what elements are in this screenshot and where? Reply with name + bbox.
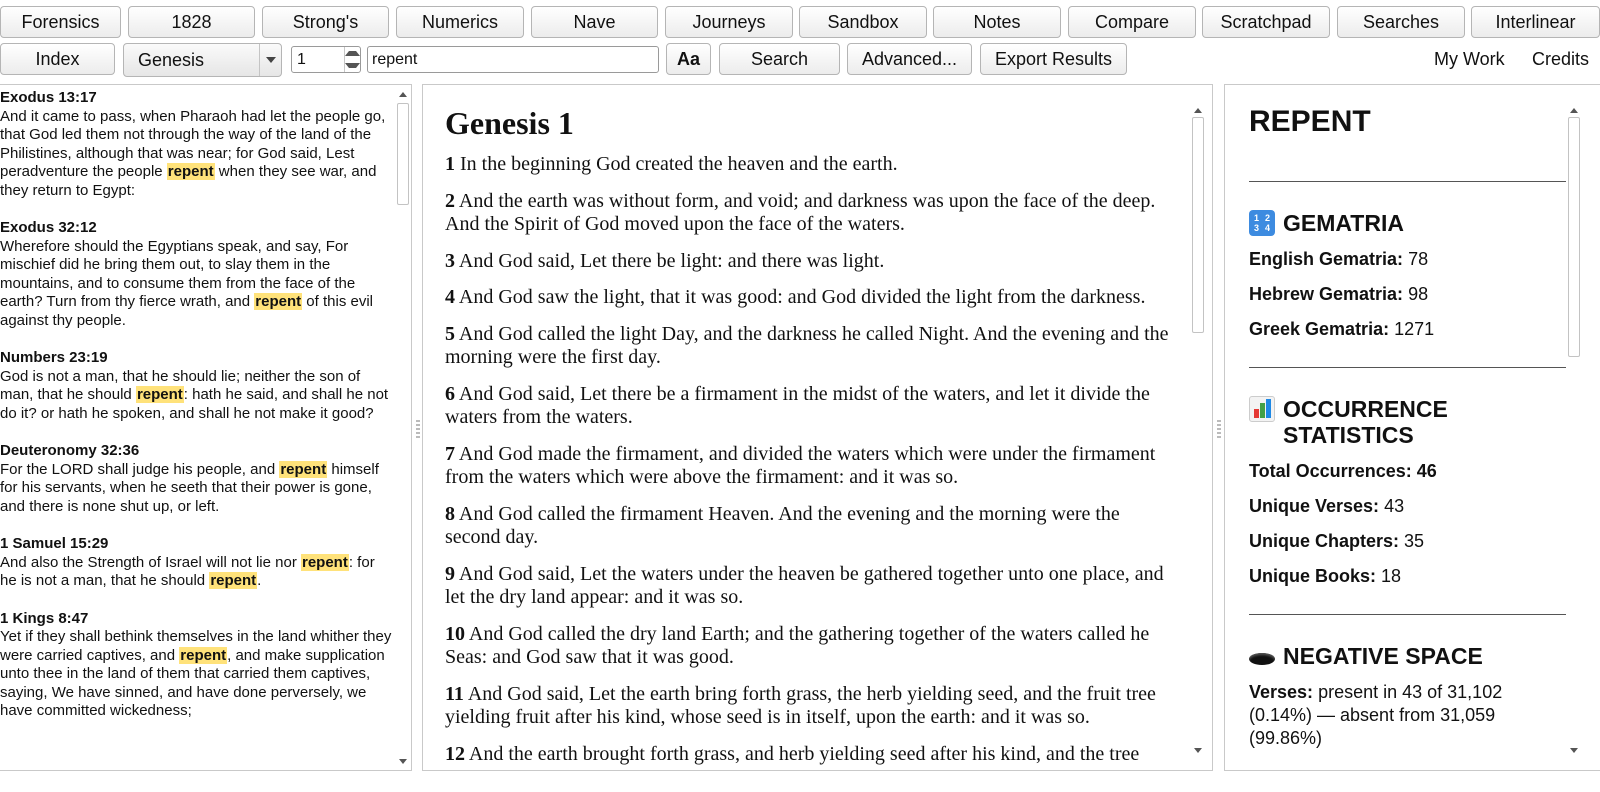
result-text-part: God is not a man, that he should lie; neither the son of man, that he should [0, 367, 361, 403]
verse-number[interactable]: 7 [445, 442, 455, 465]
advanced-button[interactable]: Advanced... [847, 43, 972, 75]
result-item[interactable] [0, 610, 392, 721]
scrollbar-thumb[interactable] [1568, 117, 1580, 357]
occurrence-title: OCCURRENCE STATISTICS [1283, 396, 1448, 448]
tab-scratchpad[interactable]: Scratchpad [1202, 6, 1330, 38]
verse-text: And God said, Let there be light: and there was light. [458, 249, 885, 272]
gematria-title: GEMATRIA [1283, 210, 1404, 236]
verse-text: And God made the firmament, and divided the waters which were under the firmament from the waters which were above the firmament: and it was so. [445, 442, 1156, 488]
verse-number[interactable]: 2 [445, 189, 455, 212]
results-list [0, 89, 392, 740]
result-text-part: himself for his servants, when he seeth that their power is gone, and there is none shut up, or left. [0, 460, 379, 515]
result-reference[interactable]: Deuteronomy 32:36 [0, 442, 140, 459]
verse [445, 153, 1175, 177]
hebrew-gematria: Hebrew Gematria: 98 [1249, 284, 1429, 304]
unique-chapters: Unique Chapters: 35 [1249, 531, 1425, 551]
my-work-link[interactable]: My Work [1434, 49, 1505, 69]
input-numbers-icon: 1 2 3 4 [1249, 210, 1275, 236]
english-gematria: English Gematria: 78 [1249, 249, 1429, 269]
result-reference[interactable]: Exodus 13:17 [0, 89, 97, 106]
divider [1249, 614, 1567, 615]
verse-number[interactable]: 11 [445, 682, 464, 705]
scroll-up-arrow-icon[interactable] [398, 89, 408, 99]
result-item[interactable] [0, 89, 392, 200]
result-text [0, 238, 392, 331]
scroll-down-arrow-icon[interactable] [398, 756, 408, 766]
verse [445, 743, 1175, 767]
chapter-spinner[interactable] [291, 46, 361, 73]
result-text-part: : for he is not a man, that he should [0, 553, 375, 589]
verse-text: And God said, Let there be a firmament in the midst of the waters, and let it divide the waters from the waters. [445, 382, 1150, 428]
chapter-scrollbar[interactable] [1190, 101, 1206, 759]
gematria-heading [1249, 210, 1567, 236]
results-scrollbar[interactable] [395, 85, 411, 770]
index-button[interactable]: Index [0, 43, 115, 75]
spinner-up-icon[interactable] [345, 47, 360, 60]
result-item[interactable] [0, 442, 392, 516]
verse-text: And God called the firmament Heaven. And the evening and the morning were the second day. [445, 502, 1120, 548]
tab-journeys[interactable]: Journeys [665, 6, 793, 38]
chapter-title: Genesis 1 [445, 105, 574, 141]
total-occurrences: Total Occurrences: 46 [1249, 461, 1437, 481]
scrollbar-thumb[interactable] [397, 103, 409, 205]
unique-books: Unique Books: 18 [1249, 566, 1402, 586]
result-text-part: of this evil against thy people. [0, 293, 374, 329]
verse-text: In the beginning God created the heaven and the earth. [460, 153, 898, 175]
hole-icon [1249, 653, 1275, 665]
search-input-value: repent [372, 50, 418, 68]
chapter-panel [422, 84, 1213, 771]
verse [445, 503, 1175, 550]
occurrence-heading [1249, 396, 1567, 448]
result-text-part: , and make supplication unto thee in the land of them that carried them captives, saying, We have sinned, and have done perversely, we have committed wickedness; [0, 646, 385, 719]
top-tab-bar [0, 6, 1600, 38]
scroll-down-arrow-icon[interactable] [1193, 745, 1203, 755]
spinner-down-icon[interactable] [345, 60, 360, 73]
verse [445, 383, 1175, 430]
word-statistics-panel [1224, 84, 1600, 771]
word-statistics [1249, 105, 1567, 771]
verse-number[interactable]: 6 [445, 382, 455, 405]
search-highlight: repent [180, 646, 227, 664]
right-splitter-handle[interactable] [1217, 420, 1221, 438]
search-highlight: repent [167, 163, 214, 180]
divider [1249, 367, 1567, 368]
stats-word-heading: REPENT [1249, 105, 1371, 138]
verse-number[interactable]: 3 [445, 249, 455, 272]
result-reference[interactable]: 1 Samuel 15:29 [0, 535, 109, 552]
verse [445, 683, 1175, 730]
verse-number[interactable]: 8 [445, 502, 455, 525]
book-select-value: Genesis [138, 49, 205, 70]
scroll-up-arrow-icon[interactable] [1193, 105, 1203, 115]
divider [1249, 181, 1567, 182]
tab-searches[interactable]: Searches [1337, 6, 1465, 38]
verse-number[interactable]: 5 [445, 322, 455, 345]
chapter-value: 1 [297, 50, 306, 68]
tab-strongs[interactable]: Strong's [262, 6, 389, 38]
result-text-part: : hath he said, and shall he not do it? or hath he spoken, and shall he not make it good? [0, 386, 389, 422]
gematria-section [1249, 210, 1567, 341]
book-select[interactable] [123, 43, 282, 77]
result-item[interactable] [0, 219, 392, 330]
negative-space-section [1249, 643, 1567, 750]
search-highlight: repent [136, 386, 183, 403]
search-input[interactable] [367, 46, 659, 73]
unique-verses: Unique Verses: 43 [1249, 496, 1405, 516]
verse [445, 623, 1175, 670]
tab-notes[interactable]: Notes [933, 6, 1061, 38]
verse-text: And God called the dry land Earth; and the gathering together of the waters called he Seas: and God saw that it was good. [445, 622, 1150, 668]
result-text [0, 108, 392, 201]
scroll-down-arrow-icon[interactable] [1569, 745, 1579, 755]
result-reference[interactable]: 1 Kings 8:47 [0, 609, 89, 627]
tab-nave[interactable]: Nave [531, 6, 658, 38]
search-highlight: repent [280, 460, 327, 478]
result-text-part: And it came to pass, when Pharaoh had let the people go, that God led them not through the way of the land of the Philistines, although that was near; for God said, Lest peradventure the people [0, 107, 386, 180]
negative-space-title: NEGATIVE SPACE [1283, 643, 1483, 669]
stats-scrollbar[interactable] [1566, 101, 1582, 759]
verse [445, 250, 1175, 274]
verse-number[interactable]: 1 [445, 153, 455, 175]
search-results-panel [0, 84, 412, 771]
result-item[interactable] [0, 535, 392, 591]
verse-list [445, 153, 1175, 766]
result-reference[interactable]: Exodus 32:12 [0, 219, 97, 236]
dropdown-arrow-icon[interactable] [259, 44, 281, 76]
result-text-part: And also the Strength of Israel will not lie nor [0, 553, 301, 571]
verse [445, 286, 1175, 310]
search-highlight: repent [210, 572, 257, 589]
negative-space-heading [1249, 643, 1567, 669]
tab-sandbox[interactable]: Sandbox [799, 6, 927, 38]
negative-space-verses: Verses: present in 43 of 31,102 (0.14%) — absent from 31,059 (99.86%) [1249, 682, 1503, 748]
toolbar [0, 43, 1600, 77]
left-splitter-handle[interactable] [416, 420, 420, 438]
result-text [0, 368, 392, 424]
result-text [0, 461, 392, 517]
result-text [0, 554, 392, 591]
verse [445, 323, 1175, 370]
scroll-up-arrow-icon[interactable] [1569, 105, 1579, 115]
scrollbar-thumb[interactable] [1192, 117, 1204, 333]
result-text-part: . [257, 572, 262, 589]
search-highlight: repent [255, 293, 302, 310]
export-results-button[interactable]: Export Results [980, 43, 1127, 75]
verse-text: And God called the light Day, and the darkness he called Night. And the evening and the morning were the first day. [445, 322, 1169, 368]
result-text [0, 628, 392, 721]
verse [445, 563, 1175, 610]
tab-numerics[interactable]: Numerics [396, 6, 524, 38]
greek-gematria: Greek Gematria: 1271 [1249, 319, 1435, 339]
result-text-part: when they see war, and they return to Egypt: [0, 163, 377, 199]
spinner-arrows-icon[interactable] [344, 47, 360, 72]
verse [445, 190, 1175, 237]
result-reference[interactable]: Numbers 23:19 [0, 349, 108, 366]
match-case-button[interactable]: Aa [666, 43, 711, 75]
verse-number[interactable]: 10 [445, 622, 465, 645]
verse-text: And God saw the light, that it was good: and God divided the light from the darkness. [458, 286, 1146, 308]
result-text-part: Wherefore should the Egyptians speak, and say, For mischief did he bring them out, to slay them in the mountains, and to consume them from the face of the earth? Turn from thy fierce wrath, and [0, 237, 356, 310]
tab-1828[interactable]: 1828 [128, 6, 255, 38]
verse-text: And God said, Let the waters under the heaven be gathered together unto one place, and let the dry land appear: and it was so. [445, 562, 1164, 608]
verse [445, 443, 1175, 490]
verse-text: And the earth was without form, and void; and darkness was upon the face of the deep. And the Spirit of God moved upon the face of the waters. [445, 189, 1156, 235]
bar-chart-icon [1249, 396, 1275, 422]
result-text-part: Yet if they shall bethink themselves in the land whither they were carried captives, and [0, 628, 392, 664]
tab-compare[interactable]: Compare [1068, 6, 1196, 38]
result-item[interactable] [0, 349, 392, 423]
verse-text: And God said, Let the earth bring forth grass, the herb yielding seed, and the fruit tree yielding fruit after his kind, whose seed is in itself, upon the earth: and it was so. [445, 682, 1156, 728]
verse-text: And the earth brought forth grass, and herb yielding seed after his kind, and the tree [468, 742, 1140, 765]
tab-forensics[interactable]: Forensics [0, 6, 121, 38]
search-highlight: repent [302, 553, 348, 571]
verse-number[interactable]: 4 [445, 286, 455, 308]
credits-link[interactable]: Credits [1532, 49, 1590, 69]
result-text-part: For the LORD shall judge his people, and [0, 460, 280, 478]
tab-interlinear[interactable]: Interlinear [1471, 6, 1600, 38]
occurrence-section [1249, 396, 1567, 588]
search-button[interactable]: Search [719, 43, 840, 75]
verse-number[interactable]: 12 [445, 742, 465, 765]
verse-number[interactable]: 9 [445, 562, 455, 585]
chapter-content [445, 105, 1175, 771]
